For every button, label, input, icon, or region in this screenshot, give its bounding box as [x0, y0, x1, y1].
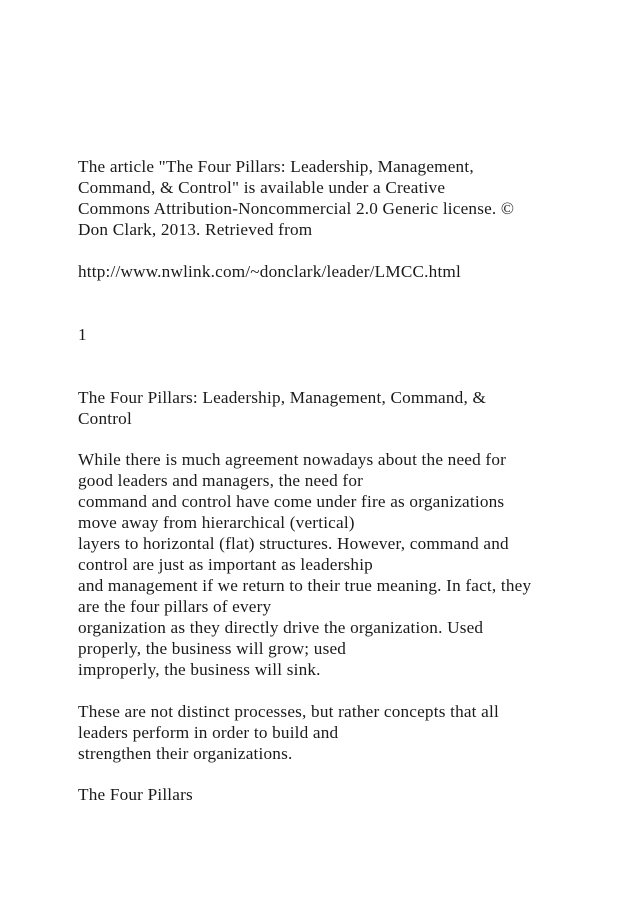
page-number: 1	[78, 325, 87, 344]
document-title: The Four Pillars: Leadership, Management, Command, & Control	[78, 388, 487, 428]
body-paragraph: While there is much agreement nowadays about the need for good leaders and managers, the need for command and control have come under fire as organizations move away from hierarchical (vertical) layers to horizontal (flat) structures. However, command and control are just as important as leadership and management if we return to their true meaning. In fact, they are the four pillars of every organization as they directly drive the organization. Used properly, the business will grow; used improperly, the business will sink.	[78, 450, 532, 679]
body-paragraph: These are not distinct processes, but rather concepts that all leaders perform in order to build and strengthen their organizations.	[78, 702, 499, 763]
source-url: http://www.nwlink.com/~donclark/leader/LMCC.html	[78, 262, 461, 281]
license-notice: The article "The Four Pillars: Leadership, Management, Command, & Control" is available under a Creative Commons Attribution-Noncommercial 2.0 Generic license. © Don Clark, 2013. Retrieved from	[78, 157, 515, 239]
section-heading: The Four Pillars	[78, 785, 193, 804]
